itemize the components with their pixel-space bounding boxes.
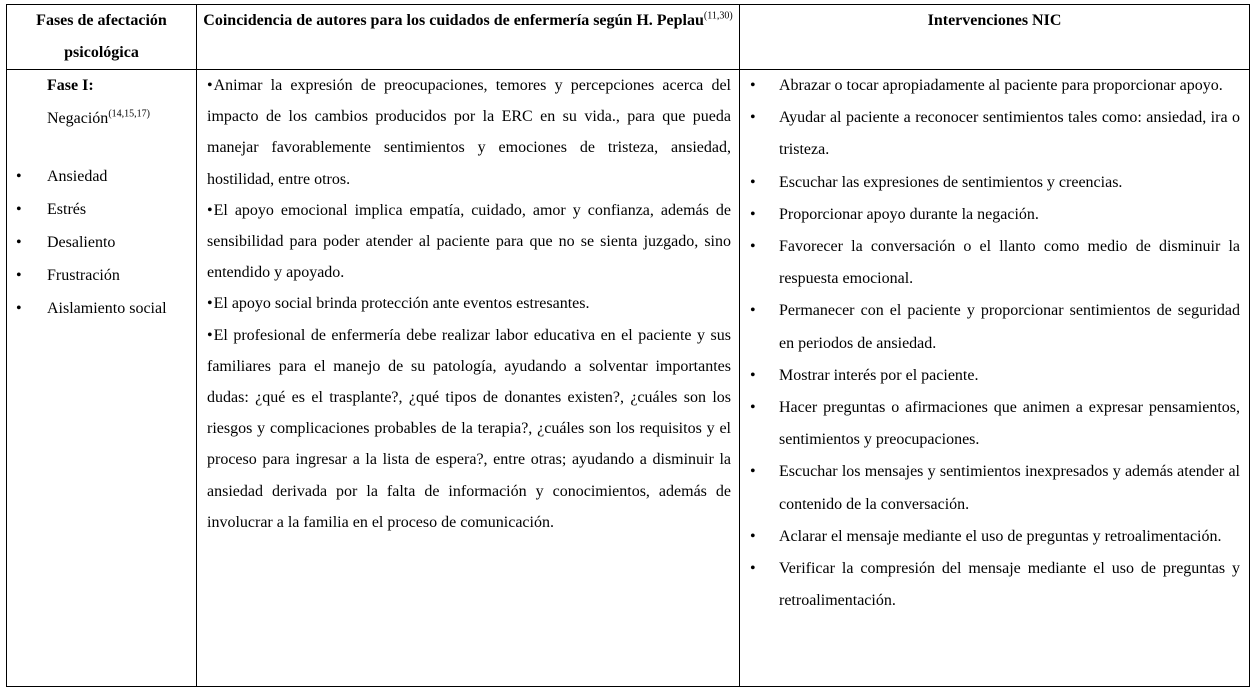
bullet-icon: • xyxy=(207,295,213,313)
bullet-icon: • xyxy=(16,168,22,185)
nic-text: Escuchar los mensajes y sentimientos inexpresados y además atender al contenido de la conversación. xyxy=(779,463,1240,513)
symptom-label: Estrés xyxy=(47,201,87,218)
care-paragraph xyxy=(207,70,731,195)
bullet-icon: • xyxy=(16,201,22,218)
bullet-icon: • xyxy=(207,326,213,344)
header-phases-label: Fases de afectación psicológica xyxy=(36,12,167,61)
care-table xyxy=(6,4,1250,687)
nic-item xyxy=(750,360,1240,392)
phase-name-label: Negación xyxy=(47,110,109,127)
care-cell xyxy=(197,70,740,687)
bullet-icon: • xyxy=(750,302,756,320)
bullet-icon: • xyxy=(750,527,756,545)
nic-list xyxy=(750,70,1240,617)
symptom-item xyxy=(12,160,196,193)
bullet-icon: • xyxy=(16,300,22,317)
symptom-item xyxy=(12,259,196,292)
nic-text: Permanecer con el paciente y proporcionar sentimientos de seguridad en periodos de ansiedad. xyxy=(779,302,1240,352)
symptom-item xyxy=(12,226,196,259)
nic-text: Verificar la compresión del mensaje mediante el uso de preguntas y retroalimentación. xyxy=(779,560,1240,610)
header-nic-label: Intervenciones NIC xyxy=(927,12,1062,29)
care-text: El apoyo social brinda protección ante eventos estresantes. xyxy=(213,295,590,313)
symptom-label: Desaliento xyxy=(47,234,116,251)
symptom-item xyxy=(12,193,196,226)
header-row xyxy=(7,5,1250,70)
bullet-icon: • xyxy=(750,173,756,191)
nic-text: Abrazar o tocar apropiadamente al paciente para proporcionar apoyo. xyxy=(779,77,1223,94)
phase-name xyxy=(47,102,196,135)
bullet-icon: • xyxy=(207,201,213,219)
bullet-icon: • xyxy=(16,267,22,284)
nic-text: Aclarar el mensaje mediante el uso de preguntas y retroalimentación. xyxy=(779,527,1222,545)
care-paragraph xyxy=(207,320,731,538)
bullet-icon: • xyxy=(750,238,756,256)
phase-row xyxy=(7,70,1250,687)
phase-cell xyxy=(7,70,197,687)
nic-text: Hacer preguntas o afirmaciones que animen a expresar pensamientos, sentimientos y preocupaciones. xyxy=(779,399,1240,449)
nic-item xyxy=(750,553,1240,617)
bullet-icon: • xyxy=(750,77,756,94)
bullet-icon: • xyxy=(750,205,756,223)
nic-text: Favorecer la conversación o el llanto como medio de disminuir la respuesta emocional. xyxy=(779,238,1240,288)
header-authors-ref: (11,30) xyxy=(703,10,733,22)
care-paragraph xyxy=(207,288,731,319)
care-text: Animar la expresión de preocupaciones, temores y percepciones acerca del impacto de los cambios producidos por la ERC en su vida., para que pueda manejar favorablemente sentimientos y emociones de tristeza, ansiedad, hostilidad, entre otros. xyxy=(207,77,731,188)
nic-text: Mostrar interés por el paciente. xyxy=(779,366,979,384)
nic-item xyxy=(750,456,1240,520)
nic-item xyxy=(750,199,1240,231)
nic-text: Ayudar al paciente a reconocer sentimientos tales como: ansiedad, ira o tristeza. xyxy=(779,109,1240,159)
care-list xyxy=(197,70,739,538)
care-paragraph xyxy=(207,195,731,289)
symptom-label: Ansiedad xyxy=(47,168,108,185)
symptom-label: Frustración xyxy=(47,267,120,284)
nic-item xyxy=(750,521,1240,553)
nic-text: Proporcionar apoyo durante la negación. xyxy=(779,205,1039,223)
nic-item xyxy=(750,295,1240,359)
nic-item xyxy=(750,70,1240,102)
nic-text: Escuchar las expresiones de sentimientos y creencias. xyxy=(779,173,1123,191)
bullet-icon: • xyxy=(750,366,756,384)
nic-cell xyxy=(740,70,1250,687)
phase-title: Fase I: xyxy=(47,77,94,94)
care-text: El apoyo emocional implica empatía, cuidado, amor y confianza, además de sensibilidad para poder atender al paciente para que no se sienta juzgado, sino entendido y apoyado. xyxy=(207,201,731,282)
bullet-icon: • xyxy=(750,463,756,481)
bullet-icon: • xyxy=(16,234,22,251)
bullet-icon: • xyxy=(750,109,756,127)
symptom-label: Aislamiento social xyxy=(47,300,167,317)
header-nic xyxy=(740,5,1250,70)
phase-name-ref: (14,15,17) xyxy=(108,108,150,120)
nic-item xyxy=(750,392,1240,456)
symptom-item xyxy=(12,292,196,325)
bullet-icon: • xyxy=(750,399,756,417)
phase-symptom-list xyxy=(12,160,196,325)
header-authors-label: Coincidencia de autores para los cuidados de enfermería según H. Peplau xyxy=(203,12,704,29)
nic-item xyxy=(750,102,1240,166)
header-phases xyxy=(7,5,197,70)
care-text: El profesional de enfermería debe realizar labor educativa en el paciente y sus familiares para el manejo de su patología, ayudando a solventar importantes dudas: ¿qué es el trasplante?, ¿qué tipos de donantes existen?, ¿cuáles son los riesgos y complicaciones probables de la terapia?, ¿cuáles son los requisitos y el proceso para ingresar a la lista de espera?, entre otras; ayudando a disminuir la ansiedad derivada por la falta de información y conocimientos, además de involucrar a la familia en el proceso de comunicación. xyxy=(207,326,731,531)
nic-item xyxy=(750,167,1240,199)
bullet-icon: • xyxy=(750,560,756,578)
bullet-icon: • xyxy=(207,77,213,94)
header-authors xyxy=(197,5,740,70)
nic-item xyxy=(750,231,1240,295)
